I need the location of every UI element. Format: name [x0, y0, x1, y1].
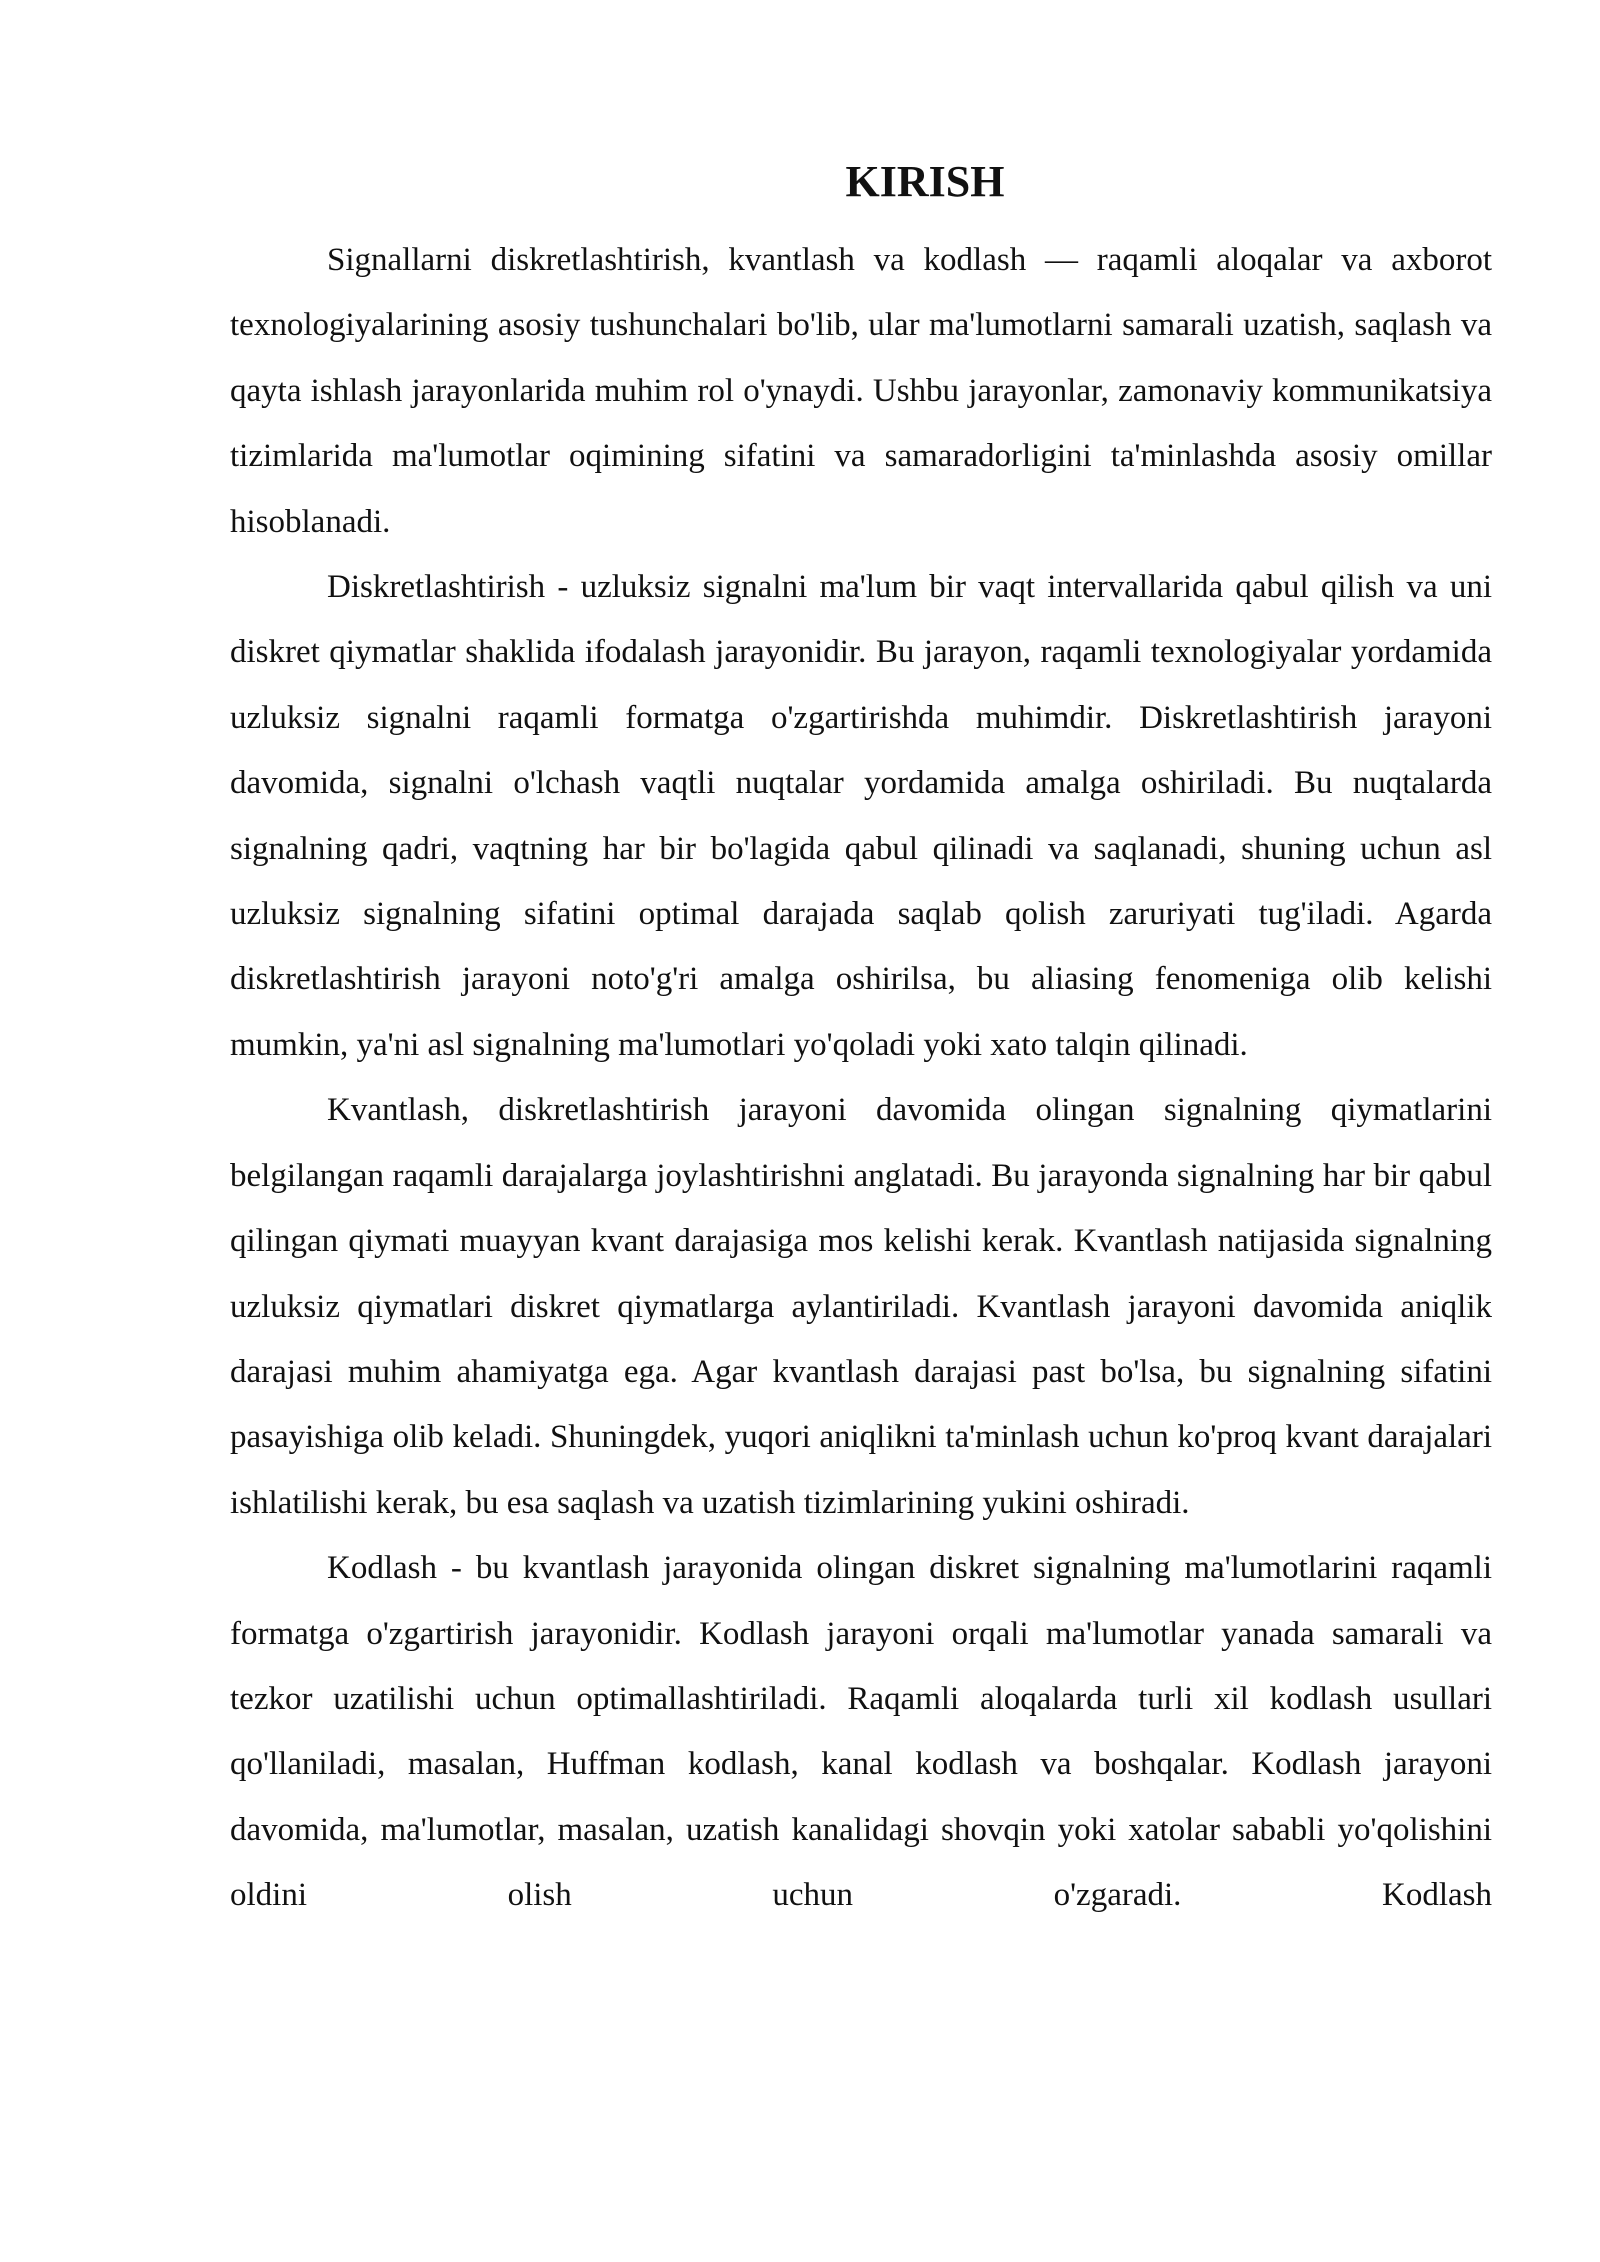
paragraph-diskretlashtirish: Diskretlashtirish - uzluksiz signalni ma'lum bir vaqt intervallarida qabul qilish va uni diskret qiymatlar shaklida ifodalash jarayonidir. Bu jarayon, raqamli texnologiyalar yordamida uzluksiz signalni raqamli formatga o'zgartirishda muhimdir. Diskretlashtirish jarayoni davomida, signalni o'lchash vaqtli nuqtalar yordamida amalga oshiriladi. Bu nuqtalarda signalning qadri, vaqtning har bir bo'lagida qabul qilinadi va saqlanadi, shuning uchun asl uzluksiz signalning sifatini optimal darajada saqlab qolish zaruriyati tug'iladi. Agarda diskretlashtirish jarayoni noto'g'ri amalga oshirilsa, bu aliasing fenomeniga olib kelishi mumkin, ya'ni asl signalning ma'lumotlari yo'qoladi yoki xato talqin qilinadi. — [230, 569, 1492, 1063]
paragraph-kvantlash: Kvantlash, diskretlashtirish jarayoni davomida olingan signalning qiymatlarini belgilangan raqamli darajalarga joylashtirishni anglatadi. Bu jarayonda signalning har bir qabul qilingan qiymati muayyan kvant darajasiga mos kelishi kerak. Kvantlash natijasida signalning uzluksiz qiymatlari diskret qiymatlarga aylantiriladi. Kvantlash jarayoni davomida aniqlik darajasi muhim ahamiyatga ega. Agar kvantlash darajasi past bo'lsa, bu signalning sifatini pasayishiga olib keladi. Shuningdek, yuqori aniqlikni ta'minlash uchun ko'proq kvant darajalari ishlatilishi kerak, bu esa saqlash va uzatish tizimlarining yukini oshiradi. — [230, 1092, 1492, 1521]
page-title: KIRISH — [845, 157, 1005, 206]
paragraph-kodlash: Kodlash - bu kvantlash jarayonida olingan diskret signalning ma'lumotlarini raqamli formatga o'zgartirish jarayonidir. Kodlash jarayoni orqali ma'lumotlar yanada samarali va tezkor uzatilishi uchun optimallashtiriladi. Raqamli aloqalarda turli xil kodlash usullari qo'llaniladi, masalan, Huffman kodlash, kanal kodlash va boshqalar. Kodlash jarayoni davomida, ma'lumotlar, masalan, uzatish kanalidagi shovqin yoki xatolar sababli yo'qolishini oldini olish uchun o'zgaradi. Kodlash — [230, 1550, 1492, 1914]
document-body — [230, 228, 1492, 1929]
paragraph-intro: Signallarni diskretlashtirish, kvantlash va kodlash — raqamli aloqalar va axborot texnologiyalarining asosiy tushunchalari bo'lib, ular ma'lumotlarni samarali uzatish, saqlash va qayta ishlash jarayonlarida muhim rol o'ynaydi. Ushbu jarayonlar, zamonaviy kommunikatsiya tizimlarida ma'lumotlar oqimining sifatini va samaradorligini ta'minlashda asosiy omillar hisoblanadi. — [230, 242, 1492, 540]
